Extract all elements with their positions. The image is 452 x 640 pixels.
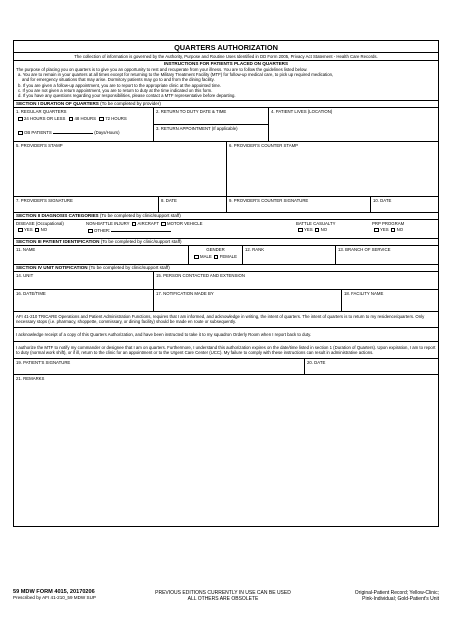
checkbox-aircraft[interactable]	[132, 222, 137, 227]
provider-counter-stamp-field[interactable]	[227, 142, 438, 196]
label-battle-yes: YES	[304, 227, 313, 233]
section-4-note: (To be completed by clinic/support staff)	[88, 265, 170, 271]
section-2-title: SECTION II DIAGNOSIS CATEGORIES	[16, 213, 99, 219]
checkbox-48-hours[interactable]	[69, 117, 74, 122]
person-contacted-label: 15. PERSON CONTACTED AND EXTENSION	[156, 273, 245, 279]
provider-signature-field[interactable]	[14, 197, 159, 212]
instruction-c: c. If you are not given a return appointment, you are to return to duty at the time indicated on this form.	[18, 87, 213, 93]
label-72-hours: 72 HOURS	[105, 116, 127, 122]
regular-quarters-field	[14, 108, 154, 141]
checkbox-disease-yes[interactable]	[18, 228, 23, 233]
checkbox-24-hours[interactable]	[18, 117, 23, 122]
date-time-field[interactable]	[14, 290, 154, 311]
remarks-field[interactable]	[14, 375, 438, 526]
instruction-a: a. You are to remain in your quarters at all times except for returning to the Military Treatment Facility (MTF) for follow-up medical care, to pick up required medication,	[18, 72, 334, 78]
facility-name-field[interactable]	[342, 290, 438, 311]
checkbox-prp-no[interactable]	[391, 228, 396, 233]
section-2-row	[13, 220, 439, 239]
provider-counter-stamp-label: 6. PROVIDER'S COUNTER STAMP	[229, 143, 299, 149]
label-prp-no: NO	[396, 227, 404, 233]
label-other: OTHER:	[94, 228, 111, 234]
return-fields	[154, 108, 269, 141]
battle-casualty-label: BATTLE CASUALTY	[296, 221, 336, 227]
checkbox-prp-yes[interactable]	[374, 228, 379, 233]
section-2-note: (To be completed by clinic/support staff)	[99, 213, 181, 219]
editions-line-1: PREVIOUS EDITIONS CURRENTLY IN USE CAN BE USED	[155, 590, 291, 596]
patient-location-label: 4. PATIENT LIVES (LOCATION)	[271, 109, 333, 115]
disease-label: DISEASE (Occupational)	[16, 221, 64, 227]
instruction-d: d. If you have any questions regarding your responsibilities, please contact a MTF representative before departing.	[18, 93, 236, 99]
section-4-header	[13, 265, 439, 272]
editions-line-2: ALL OTHERS ARE OBSOLETE	[187, 596, 259, 602]
injury-field	[84, 220, 294, 238]
remarks-label: 21. REMARKS	[16, 376, 45, 382]
section-1-row-1	[13, 108, 439, 142]
label-female: FEMALE	[219, 254, 237, 260]
section-2-header	[13, 213, 439, 220]
authority-statement: The collection of information is governed by the Authority, Purpose and Routine Uses Identified in DD Form 2005, Privacy Act Statement - Health Care Records.	[74, 54, 378, 59]
return-appointment-label: 3. RETURN APPOINTMENT (If applicable)	[156, 126, 238, 132]
branch-label: 13. BRANCH OF SERVICE	[338, 247, 391, 253]
checkbox-disease-no[interactable]	[35, 228, 40, 233]
prp-program-label: PRP PROGRAM	[372, 221, 405, 227]
unit-field[interactable]	[14, 272, 154, 289]
section-3-title: SECTION III PATIENT IDENTIFICATION	[16, 239, 100, 245]
facility-name-label: 18. FACILITY NAME	[344, 291, 384, 297]
provider-signature-label: 7. PROVIDER'S SIGNATURE	[16, 198, 73, 204]
label-days-hours: (Days/Hours)	[94, 130, 120, 136]
label-48-hours: 48 HOURS	[74, 116, 97, 122]
patient-signature-label: 19. PATIENT'S SIGNATURE	[16, 360, 71, 366]
checkbox-female[interactable]	[214, 255, 219, 260]
section-4-title: SECTION IV UNIT NOTIFICATION	[16, 265, 88, 271]
rank-label: 12. RANK	[245, 247, 265, 253]
acknowledgement-paragraph-1: AFI 41-210 TRICARE Operations and Patient Administration Functions, requires that I am informed, and acknowledge in writing, the intent of quarters. The intent of quarters is to return to my residence/quarters. Only necessary stops (i.e. pharmacy, shoppette, commissary, or dining facility) should be made en route or subsequently.	[13, 312, 439, 327]
instructions-heading: INSTRUCTIONS FOR PATIENTS PLACED ON QUARTERS	[163, 61, 289, 66]
label-disease-no: NO	[40, 227, 48, 233]
regular-quarters-label: 1. REGULAR QUARTERS	[16, 109, 67, 115]
name-field[interactable]	[14, 246, 189, 264]
return-to-duty-field[interactable]	[154, 108, 268, 125]
patient-date-field[interactable]	[305, 359, 438, 374]
authority-row	[13, 53, 439, 61]
checkbox-72-hours[interactable]	[99, 117, 104, 122]
gender-label: GENDER	[206, 247, 225, 253]
return-to-duty-label: 2. RETURN TO DUTY DATE & TIME	[156, 109, 227, 115]
label-battle-no: NO	[320, 227, 328, 233]
provider-stamp-label: 5. PROVIDER'S STAMP	[16, 143, 63, 149]
return-appointment-field[interactable]	[154, 125, 268, 132]
copies-line-2: Pink-Individual; Gold-Patient's Unit	[362, 596, 439, 602]
checkbox-male[interactable]	[194, 255, 199, 260]
instruction-a-cont: and for emergency situations that may arise. Dormitory patients may go to and from the dining facility.	[22, 77, 215, 83]
label-motor-vehicle: MOTOR VEHICLE	[167, 221, 203, 227]
section-1-title: SECTION I DURATION OF QUARTERS	[16, 101, 99, 107]
prescribed-by: Prescribed by AFI 41-210_59 MDW SUP	[13, 595, 96, 600]
unit-label: 14. UNIT	[16, 273, 34, 279]
counter-date-field[interactable]	[371, 197, 438, 212]
section-3-header	[13, 239, 439, 246]
nonbattle-label: NON-BATTLE INJURY	[86, 221, 130, 227]
label-24-hours: 24 HOURS OR LESS	[24, 116, 66, 122]
acknowledgement-paragraph-2: I acknowledge receipt of a copy of this Quarters Authorization, and have been instructed to take it to my squadron Orderly Room when I report back to duty.	[13, 328, 439, 342]
section-4-row-1	[13, 272, 439, 290]
instruction-b: b. If you are given a follow-up appointment, you are to report to the appropriate clinic at the appointed time.	[18, 82, 222, 88]
label-ob-patients: OB PATIENTS	[24, 130, 52, 136]
disease-field	[14, 220, 84, 238]
prp-program-field	[370, 220, 438, 238]
checkbox-motor-vehicle[interactable]	[161, 222, 166, 227]
branch-field[interactable]	[336, 246, 438, 264]
notification-made-by-field[interactable]	[154, 290, 342, 311]
notification-made-by-label: 17. NOTIFICATION MADE BY	[156, 291, 214, 297]
checkbox-battle-no[interactable]	[315, 228, 320, 233]
section-1-header	[13, 101, 439, 108]
patient-date-label: 20. DATE	[307, 360, 326, 366]
provider-date-field[interactable]	[159, 197, 227, 212]
acknowledgement-paragraph-3: I authorize the MTF to notify my commander or designee that I am on quarters. Furthermore, I understand this authorization expires on the date/time listed in section 1 (Duration of Quarters). Upon expiration, I am to report to duty (normal work shift), or if ill, return to the clinic for an appointment or to the Urgent Care Center (UCC). My failure to comply with these instructions can result in administrative actions.	[13, 342, 439, 359]
counter-signature-field[interactable]	[227, 197, 371, 212]
rank-field[interactable]	[243, 246, 336, 264]
counter-signature-label: 9. PROVIDER'S COUNTER SIGNATURE	[229, 198, 309, 204]
section-3-note: (To be completed by clinic/support staff)	[100, 239, 182, 245]
patient-signature-row	[13, 359, 439, 375]
label-aircraft: AIRCRAFT	[137, 221, 160, 227]
form-title: QUARTERS AUTHORIZATION	[13, 40, 439, 53]
section-1-note: (To be completed by provider)	[100, 101, 161, 107]
copies-line-1: Original-Patient Record; Yellow-Clinic;	[354, 590, 439, 596]
provider-stamp-field[interactable]	[14, 142, 227, 196]
checkbox-ob-patients[interactable]	[18, 131, 23, 136]
ob-days-input[interactable]	[53, 129, 93, 134]
name-label: 11. NAME	[16, 247, 36, 253]
quarters-authorization-form	[13, 40, 439, 527]
battle-casualty-field	[294, 220, 370, 238]
section-3-row	[13, 246, 439, 265]
person-contacted-field[interactable]	[154, 272, 438, 289]
checkbox-battle-yes[interactable]	[298, 228, 303, 233]
gender-field	[189, 246, 243, 264]
section-1-row-3	[13, 197, 439, 213]
counter-date-label: 10. DATE	[373, 198, 392, 204]
other-input[interactable]	[111, 227, 171, 232]
instructions-block	[13, 61, 439, 101]
checkbox-other[interactable]	[88, 229, 93, 234]
date-time-label: 16. DATE/TIME	[16, 291, 46, 297]
label-prp-yes: YES	[380, 227, 389, 233]
patient-location-field[interactable]	[269, 108, 438, 141]
section-1-row-2	[13, 142, 439, 197]
section-4-row-2	[13, 290, 439, 312]
label-disease-yes: YES	[24, 227, 33, 233]
instructions-intro: The purpose of placing you on quarters is to give you an opportunity to rest and recuperate from your illness. You are to follow the guidelines listed below.	[16, 67, 308, 72]
patient-signature-field[interactable]	[14, 359, 305, 374]
provider-date-label: 8. DATE	[161, 198, 177, 204]
form-number: 59 MDW FORM 4015, 20170206	[13, 589, 95, 595]
label-male: MALE	[200, 254, 212, 260]
remarks-row	[13, 375, 439, 527]
